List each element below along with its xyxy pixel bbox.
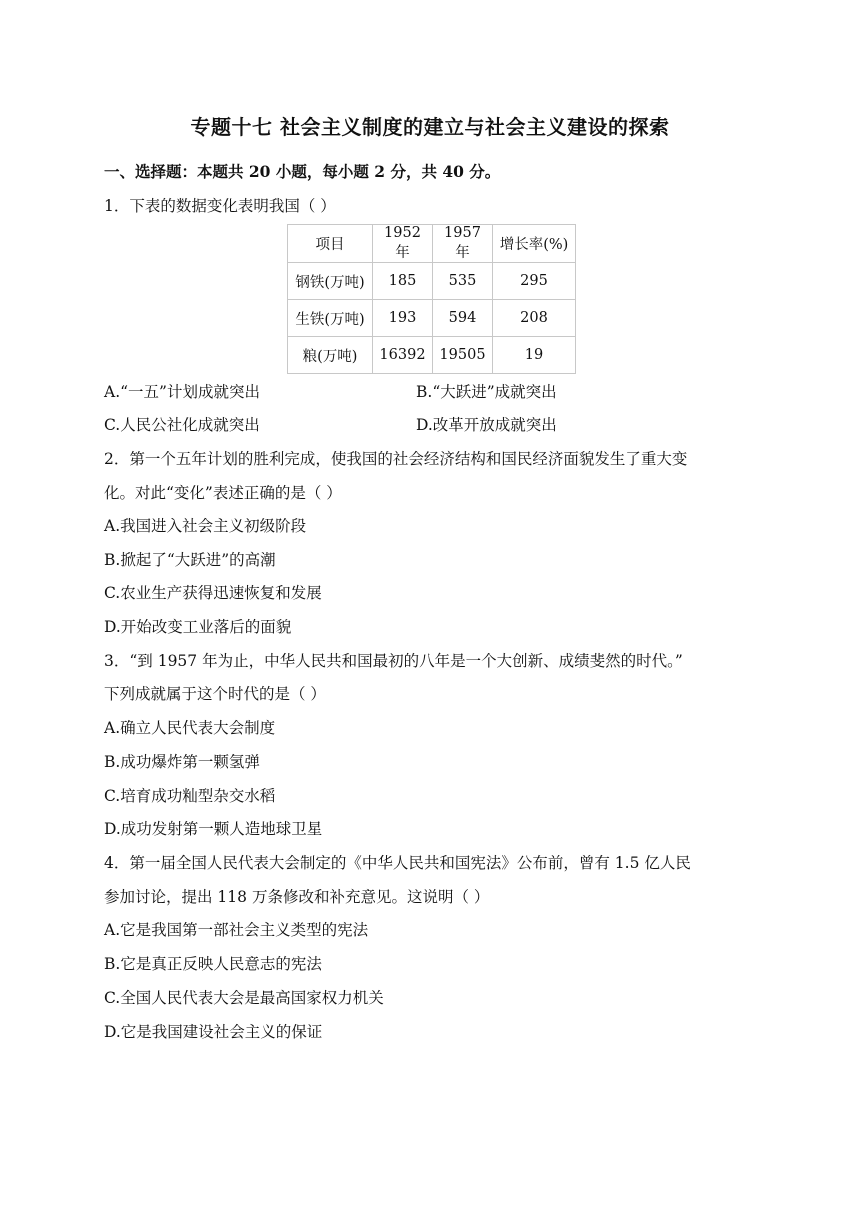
table-header-cell: 项目 — [288, 225, 373, 263]
table-cell: 粮(万吨) — [288, 337, 373, 374]
table-row — [288, 263, 576, 300]
question-4-stem-line1: 4．第一届全国人民代表大会制定的《中华人民共和国宪法》公布前，曾有 1.5 亿人民 — [104, 854, 691, 872]
q2-option-a: A.我国进入社会主义初级阶段 — [104, 517, 307, 535]
question-2-stem-line2: 化。对此“变化”表述正确的是（ ） — [104, 484, 342, 502]
table-cell: 19505 — [433, 337, 493, 374]
q3-option-d: D.成功发射第一颗人造地球卫星 — [104, 820, 323, 838]
q2-option-b: B.掀起了“大跃进”的高潮 — [104, 551, 276, 569]
q1-option-b: B.“大跃进”成就突出 — [416, 383, 557, 401]
question-1-stem: 1．下表的数据变化表明我国（ ） — [104, 197, 336, 215]
question-2-stem-line1: 2．第一个五年计划的胜利完成，使我国的社会经济结构和国民经济面貌发生了重大变 — [104, 450, 688, 468]
q1-option-d: D.改革开放成就突出 — [416, 416, 557, 434]
table-header-cell: 1952 年 — [373, 225, 433, 263]
q1-option-c: C.人民公社化成就突出 — [104, 416, 260, 434]
document-title: 专题十七 社会主义制度的建立与社会主义建设的探索 — [190, 115, 670, 139]
question-3-stem-line2: 下列成就属于这个时代的是（ ） — [104, 685, 326, 703]
table-header-row — [288, 225, 576, 263]
table-cell: 185 — [373, 263, 433, 300]
table-header-cell: 1957 年 — [433, 225, 493, 263]
table-cell: 295 — [493, 263, 576, 300]
table-header-cell: 增长率(%) — [493, 225, 576, 263]
table-cell: 535 — [433, 263, 493, 300]
table-cell: 生铁(万吨) — [288, 300, 373, 337]
table-cell: 208 — [493, 300, 576, 337]
table-row — [288, 337, 576, 374]
q3-option-b: B.成功爆炸第一颗氢弹 — [104, 753, 260, 771]
q3-option-c: C.培育成功籼型杂交水稻 — [104, 787, 276, 805]
q3-option-a: A.确立人民代表大会制度 — [104, 719, 276, 737]
q2-option-d: D.开始改变工业落后的面貌 — [104, 618, 292, 636]
question-3-stem-line1: 3．“到 1957 年为止，中华人民共和国最初的八年是一个大创新、成绩斐然的时代。” — [104, 652, 683, 670]
q4-option-d: D.它是我国建设社会主义的保证 — [104, 1023, 323, 1041]
table-row — [288, 300, 576, 337]
table-cell: 16392 — [373, 337, 433, 374]
q4-option-c: C.全国人民代表大会是最高国家权力机关 — [104, 989, 384, 1007]
q4-option-b: B.它是真正反映人民意志的宪法 — [104, 955, 322, 973]
table-cell: 钢铁(万吨) — [288, 263, 373, 300]
q4-option-a: A.它是我国第一部社会主义类型的宪法 — [104, 921, 369, 939]
data-table — [287, 224, 576, 374]
q2-option-c: C.农业生产获得迅速恢复和发展 — [104, 584, 322, 602]
question-4-stem-line2: 参加讨论，提出 118 万条修改和补充意见。这说明（ ） — [104, 888, 490, 906]
q1-option-a: A.“一五”计划成就突出 — [104, 383, 260, 401]
table-cell: 193 — [373, 300, 433, 337]
table-cell: 19 — [493, 337, 576, 374]
section-heading: 一、选择题：本题共 20 小题，每小题 2 分，共 40 分。 — [104, 162, 501, 181]
table-cell: 594 — [433, 300, 493, 337]
